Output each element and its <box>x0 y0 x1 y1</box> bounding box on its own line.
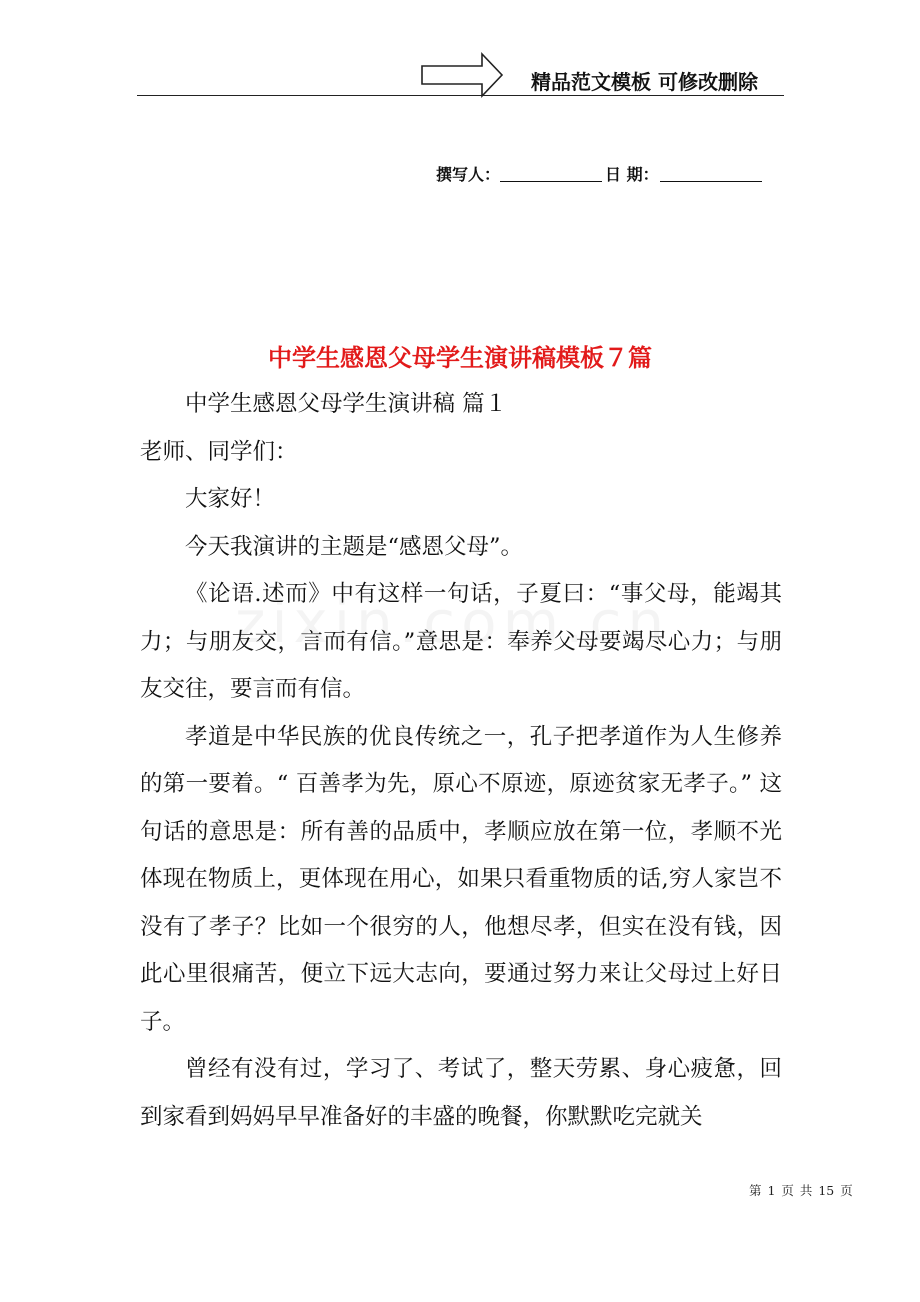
page-number: 第 1 页 共 15 页 <box>749 1183 853 1198</box>
paragraph: 曾经有没有过，学习了、考试了，整天劳累、身心疲惫，回到家看到妈妈早早准备好的丰盛的晚餐，你默默吃完就关 <box>140 1056 782 1130</box>
author-blank <box>500 181 602 182</box>
paragraph: 孝道是中华民族的优良传统之一，孔子把孝道作为人生修养的第一要着。“ 百善孝为先，原心不原迹，原迹贫家无孝子。” 这句话的意思是：所有善的品质中，孝顺应放在第一位，孝顺不光体现在物质上，更体现在用心，如果只看重物质的话,穷人家岂不没有了孝子？比如一个很穷的人，他想尽孝，但实在没有钱，因此心里很痛苦，便立下远大志向，要通过努力来让父母过上好日子。 <box>140 723 782 1035</box>
author-date-line <box>436 162 786 185</box>
date-blank <box>660 181 762 182</box>
document-body <box>140 381 782 1141</box>
arrow-right-icon <box>420 52 504 98</box>
header-divider <box>137 95 784 96</box>
date-label: 日 期： <box>605 165 659 184</box>
greeting: 大家好！ <box>185 486 276 512</box>
author-label: 撰写人： <box>436 165 501 184</box>
header-tag: 精品范文模板 可修改删除 <box>531 70 758 94</box>
document-title: 中学生感恩父母学生演讲稿模板７篇 <box>268 343 652 372</box>
salutation: 老师、同学们： <box>140 438 298 465</box>
paragraph: 今天我演讲的主题是“感恩父母”。 <box>185 533 524 560</box>
paragraph: 《论语.述而》中有这样一句话，子夏曰：“事父母，能竭其力；与朋友交，言而有信。”意思是：奉养父母要竭尽心力；与朋友交往，要言而有信。 <box>140 581 782 702</box>
section-heading: 中学生感恩父母学生演讲稿 篇１ <box>185 391 508 417</box>
